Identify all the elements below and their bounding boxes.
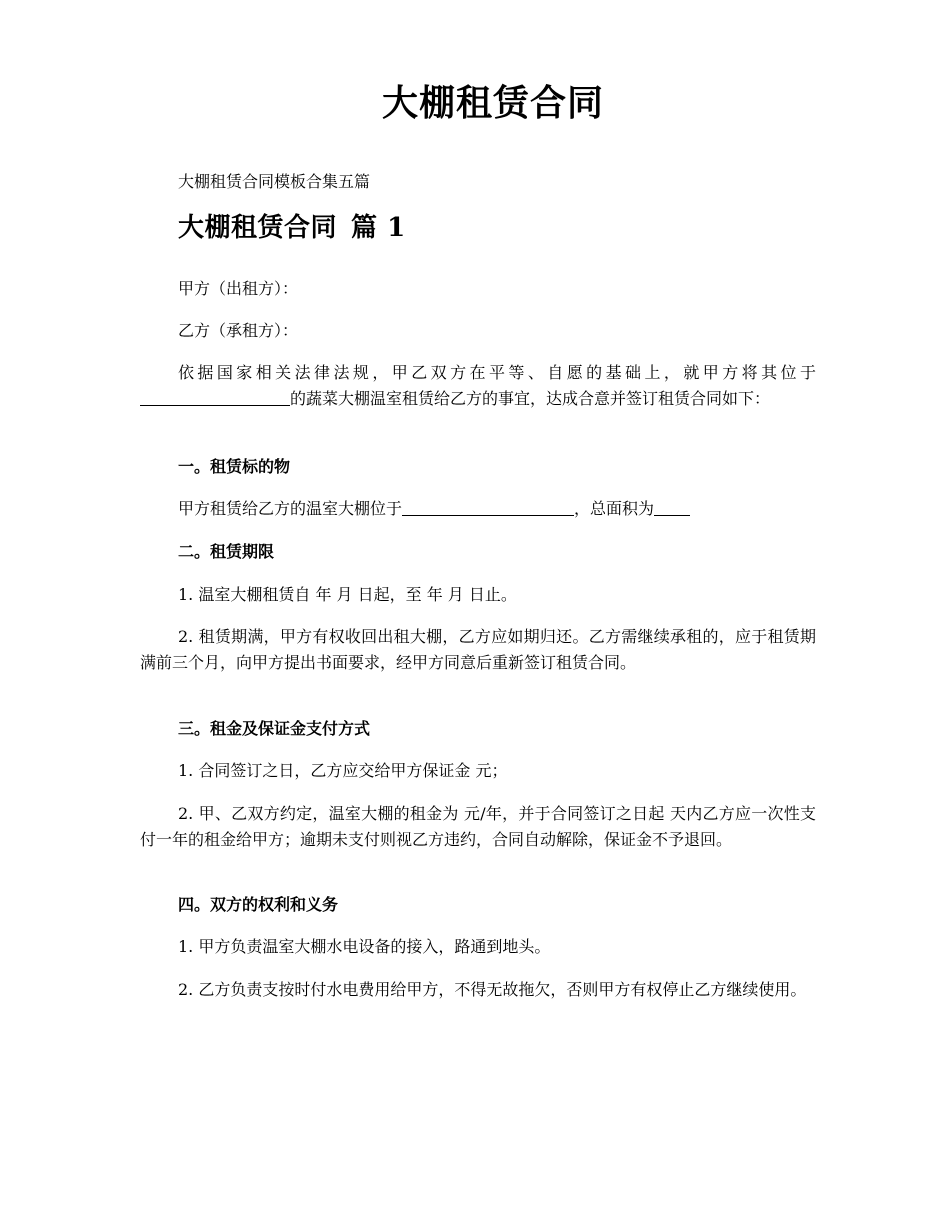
party-b-line: 乙方（承租方）： xyxy=(178,321,299,340)
area-blank xyxy=(654,497,690,516)
section-3-heading: 三。租金及保证金支付方式 xyxy=(178,719,371,738)
part-heading-title: 大棚租赁合同 xyxy=(178,213,338,243)
part-heading xyxy=(178,208,406,248)
section-3-item-1: 1. 合同签订之日，乙方应交给甲方保证金 元； xyxy=(178,761,508,780)
section-2-item-1: 1. 温室大棚租赁自 年 月 日起，至 年 月 日止。 xyxy=(178,585,517,604)
section-3-item-2: 2. 甲、乙双方约定，温室大棚的租金为 元/年，并于合同签订之日起 天内乙方应一次性支付一年的租金给甲方；逾期未支付则视乙方违约，合同自动解除，保证金不予退回。 xyxy=(140,804,816,849)
intro-paragraph xyxy=(140,360,816,412)
intro-location-blank xyxy=(140,387,290,406)
section-2-item-2: 2. 租赁期满，甲方有权收回出租大棚，乙方应如期归还。乙方需继续承租的，应于租赁期满前三个月，向甲方提出书面要求，经甲方同意后重新签订租赁合同。 xyxy=(140,627,816,672)
section-2-heading: 二。租赁期限 xyxy=(178,542,275,561)
section-4-item-2: 2. 乙方负责支按时付水电费用给甲方，不得无故拖欠，否则甲方有权停止乙方继续使用。 xyxy=(178,980,807,999)
section-1-text-middle: ，总面积为 xyxy=(574,499,655,518)
section-1-heading: 一。租赁标的物 xyxy=(178,457,291,476)
part-heading-number: 篇 1 xyxy=(351,213,406,243)
intro-text-start: 依据国家相关法律法规，甲乙双方在平等、自愿的基础上，就甲方将其位于 xyxy=(178,363,816,382)
document-title: 大棚租赁合同 xyxy=(381,83,604,124)
section-4-item-1: 1. 甲方负责温室大棚水电设备的接入，路通到地头。 xyxy=(178,937,551,956)
location-blank xyxy=(402,497,574,516)
party-a-line: 甲方（出租方）： xyxy=(178,279,299,298)
section-1-text-before: 甲方租赁给乙方的温室大棚位于 xyxy=(178,499,403,518)
document-subtitle: 大棚租赁合同模板合集五篇 xyxy=(178,172,371,191)
intro-text-end: 的蔬菜大棚温室租赁给乙方的事宜，达成合意并签订租赁合同如下： xyxy=(290,389,771,408)
section-4-heading: 四。双方的权利和义务 xyxy=(178,895,339,914)
section-1-item-1 xyxy=(140,496,816,522)
